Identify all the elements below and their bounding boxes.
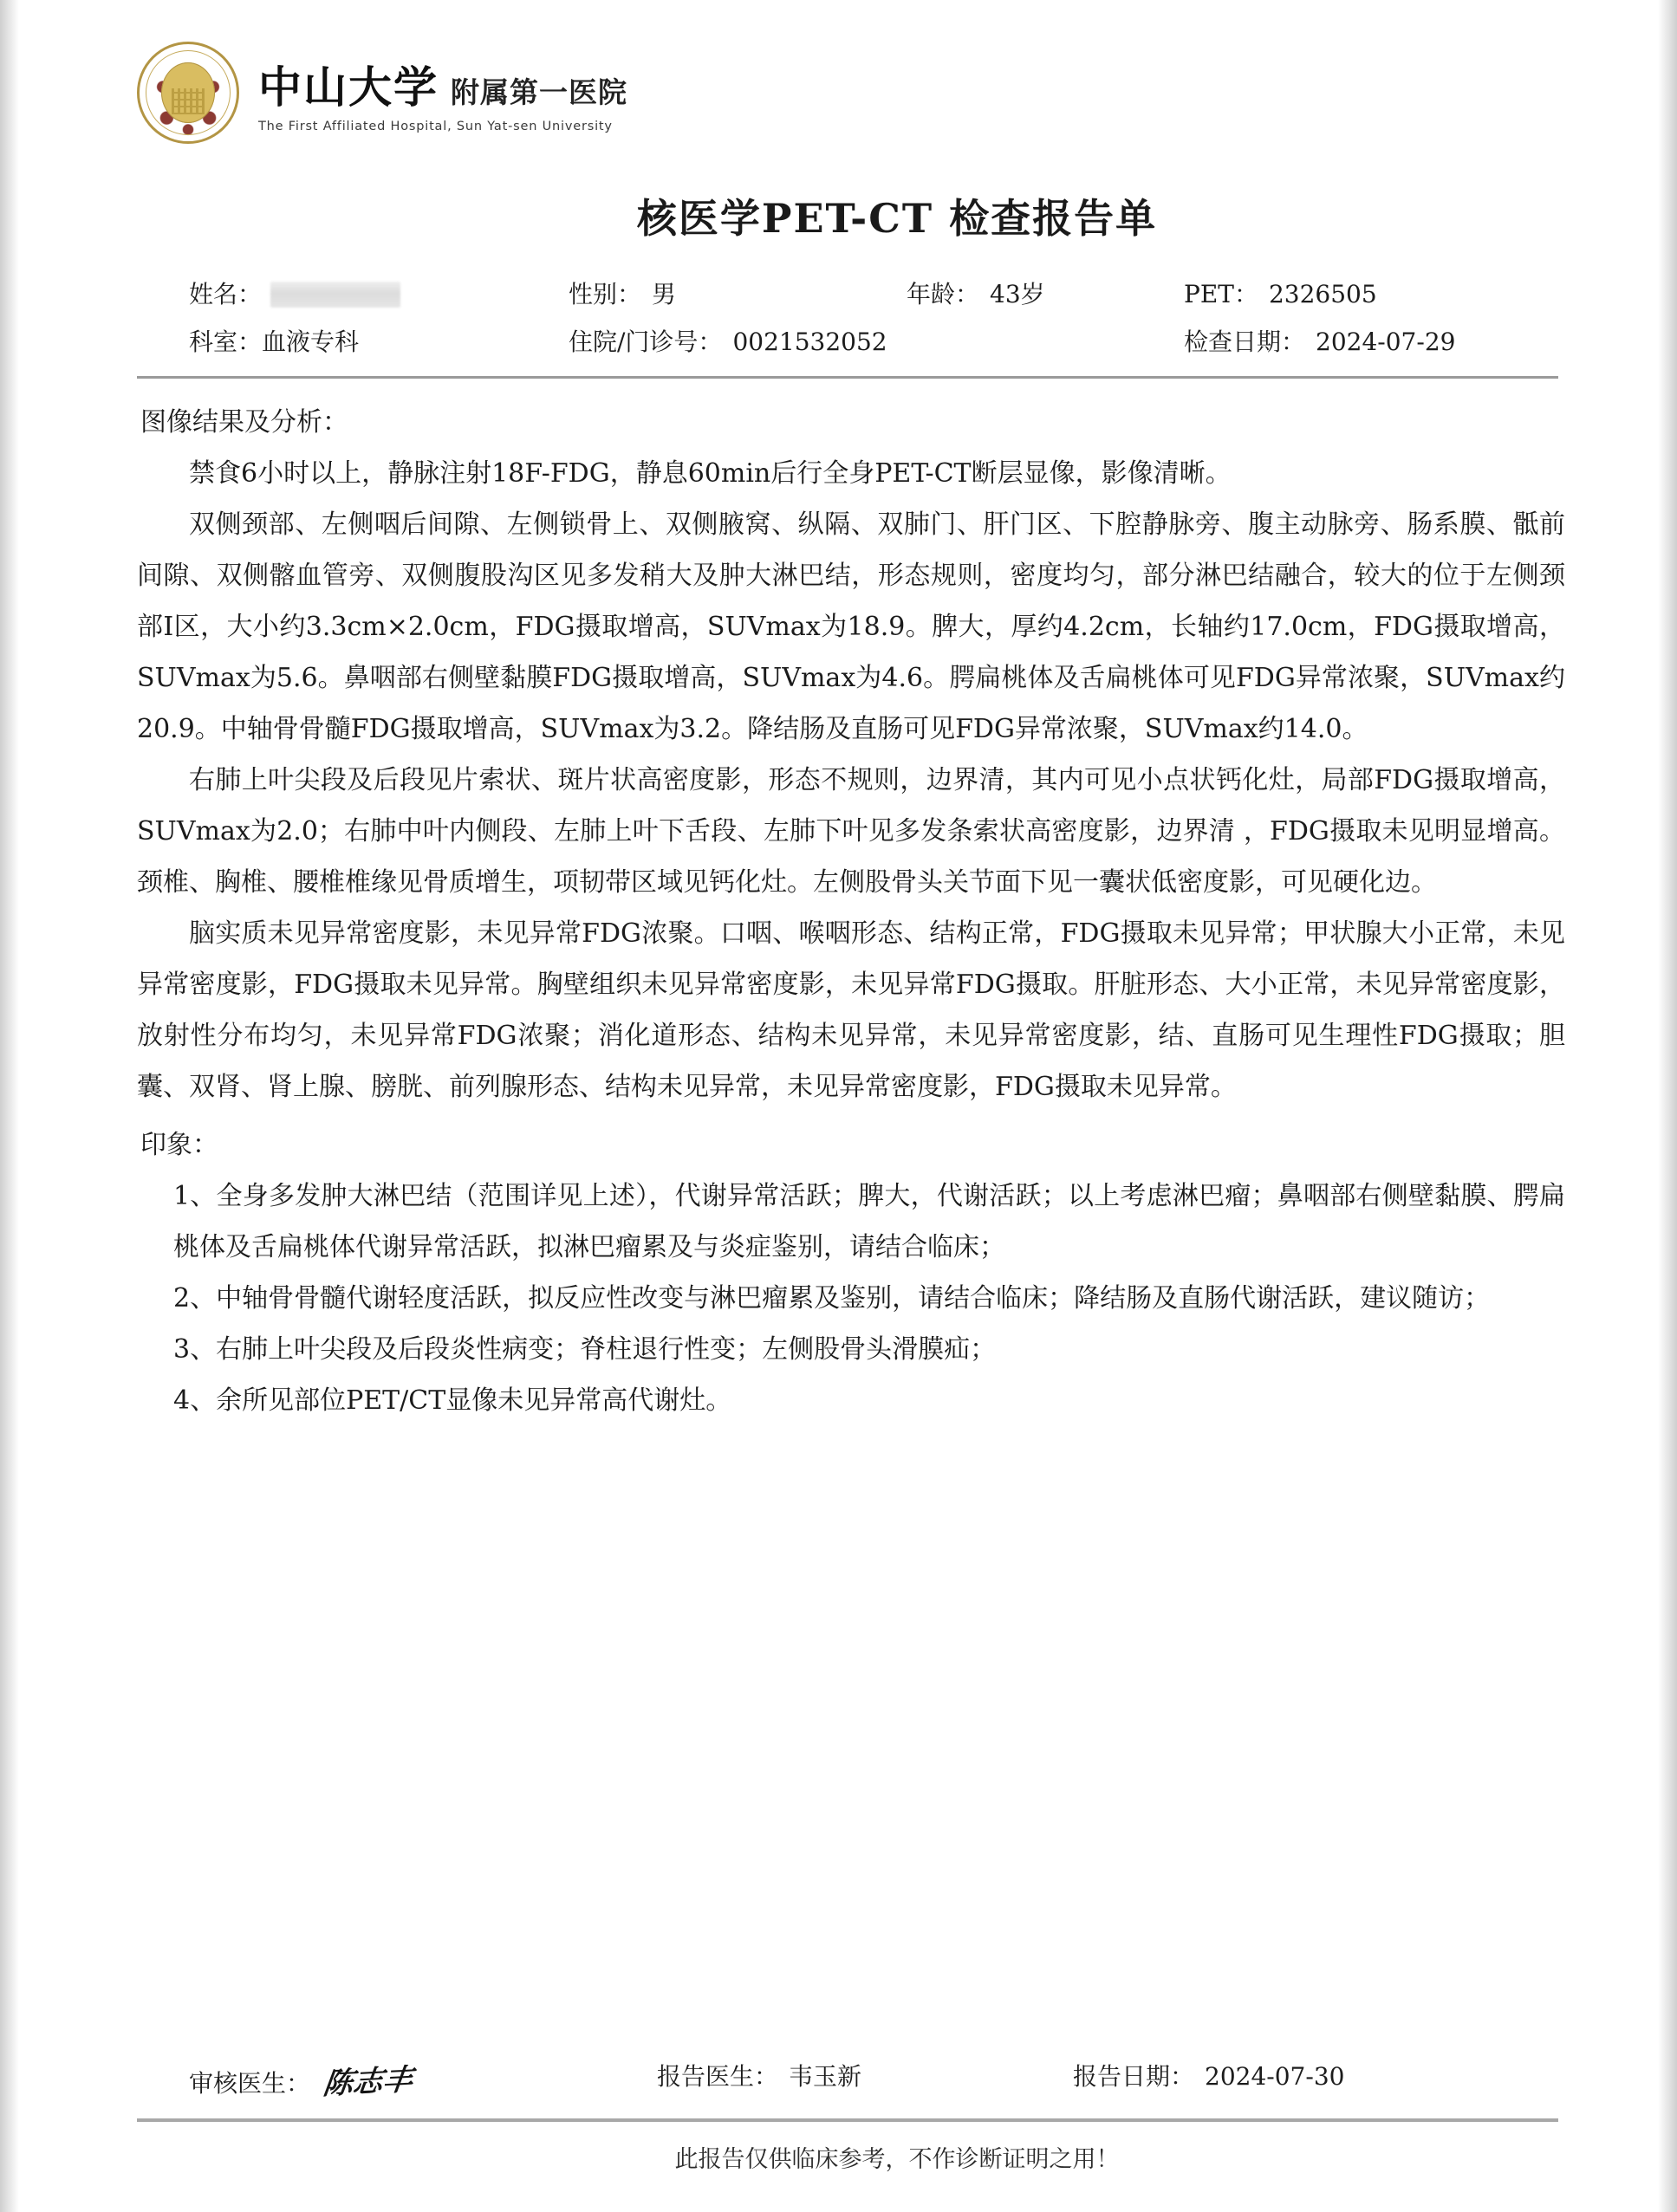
disclaimer-text: 此报告仅供临床参考，不作诊断证明之用！ xyxy=(674,2146,1120,2173)
header-divider xyxy=(137,376,1558,379)
impression-item: 2、中轴骨骨髓代谢轻度活跃，拟反应性改变与淋巴瘤累及鉴别，请结合临床；降结肠及直肠代谢活跃，建议随访； xyxy=(173,1283,1491,1314)
report-sheet xyxy=(113,0,1569,2212)
report-date-field: 报告日期： 2024-07-30 xyxy=(1073,2062,1345,2091)
patient-info-row-1 xyxy=(137,276,1558,323)
findings-heading: 图像结果及分析： xyxy=(140,407,348,438)
findings-paragraph: 双侧颈部、左侧咽后间隙、左侧锁骨上、双侧腋窝、纵隔、双肺门、肝门区、下腔静脉旁、腹主动脉旁、肠系膜、骶前间隙、双侧髂血管旁、双侧腹股沟区见多发稍大及肿大淋巴结，形态规则，密度均匀，部分淋巴结融合，较大的位于左侧颈部Ⅰ区，大小约3.3cm×2.0cm，FDG摄取增高，SUVmax为18.9。脾大，厚约4.2cm，长轴约17.0cm，FDG摄取增高，SUVmax为5.6。鼻咽部右侧壁黏膜FDG摄取增高，SUVmax为4.6。腭扁桃体及舌扁桃体可见FDG异常浓聚，SUVmax约20.9。中轴骨骨髓FDG摄取增高，SUVmax为3.2。降结肠及直肠可见FDG异常浓聚，SUVmax约14.0。 xyxy=(137,509,1565,744)
letterhead xyxy=(137,42,627,144)
university-seal-icon xyxy=(137,42,239,144)
findings-paragraph: 右肺上叶尖段及后段见片索状、斑片状高密度影，形态不规则，边界清，其内可见小点状钙化灶，局部FDG摄取增高，SUVmax为2.0；右肺中叶内侧段、左肺上叶下舌段、左肺下叶见多发条索状高密度影，边界清 ，FDG摄取未见明显增高。颈椎、胸椎、腰椎椎缘见骨质增生，项韧带区域见钙化灶。左侧股骨头关节面下见一囊状低密度影，可见硬化边。 xyxy=(137,765,1565,898)
redacted-name xyxy=(270,282,400,308)
impression-item: 3、右肺上叶尖段及后段炎性病变；脊柱退行性变；左侧股骨头滑膜疝； xyxy=(173,1334,997,1365)
hospital-name-block xyxy=(258,53,627,133)
department-field: 科室：血液专科 xyxy=(189,328,360,356)
record-number-field: 住院/门诊号： 0021532052 xyxy=(569,328,887,356)
patient-age-field: 年龄： 43岁 xyxy=(907,280,1045,308)
hospital-name: 附属第一医院 xyxy=(451,75,627,109)
pet-number-field: PET： 2326505 xyxy=(1184,280,1377,308)
page-title: 核医学PET-CT 检查报告单 xyxy=(636,195,1158,242)
patient-gender-field: 性别： 男 xyxy=(569,280,677,308)
reviewer-signature: 陈志丰 xyxy=(321,2062,415,2102)
reporter-field: 报告医生： 韦玉新 xyxy=(657,2062,862,2091)
findings-paragraph: 脑实质未见异常密度影，未见异常FDG浓聚。口咽、喉咽形态、结构正常，FDG摄取未见异常；甲状腺大小正常，未见异常密度影，FDG摄取未见异常。胸壁组织未见异常密度影，未见异常FDG摄取。肝脏形态、大小正常，未见异常密度影，放射性分布均匀，未见异常FDG浓聚；消化道形态、结构未见异常，未见异常密度影，结、直肠可见生理性FDG摄取；胆囊、双肾、肾上腺、膀胱、前列腺形态、结构未见异常，未见异常密度影，FDG摄取未见异常。 xyxy=(137,918,1565,1102)
exam-date-field: 检查日期： 2024-07-29 xyxy=(1184,328,1456,356)
patient-name-field: 姓名： xyxy=(189,276,400,310)
impression-heading: 印象： xyxy=(140,1130,218,1160)
impression-item: 4、余所见部位PET/CT显像未见异常高代谢灶。 xyxy=(173,1385,732,1416)
report-body xyxy=(137,397,1565,1426)
findings-paragraph: 禁食6小时以上，静脉注射18F-FDG，静息60min后行全身PET-CT断层显像，影像清晰。 xyxy=(189,458,1232,489)
footer-divider xyxy=(137,2118,1558,2122)
hospital-name-english: The First Affiliated Hospital, Sun Yat-sen University xyxy=(258,119,613,133)
patient-info xyxy=(137,276,1558,371)
report-footer xyxy=(137,2058,1558,2106)
impression-item: 1、全身多发肿大淋巴结（范围详见上述），代谢异常活跃；脾大，代谢活跃；以上考虑淋巴瘤；鼻咽部右侧壁黏膜、腭扁桃体及舌扁桃体代谢异常活跃，拟淋巴瘤累及与炎症鉴别，请结合临床； xyxy=(173,1181,1565,1262)
patient-info-row-2 xyxy=(137,323,1558,371)
footer-row xyxy=(137,2058,1558,2106)
university-name: 中山大学 xyxy=(258,61,439,113)
reviewer-field: 审核医生： 陈志丰 xyxy=(189,2058,413,2100)
